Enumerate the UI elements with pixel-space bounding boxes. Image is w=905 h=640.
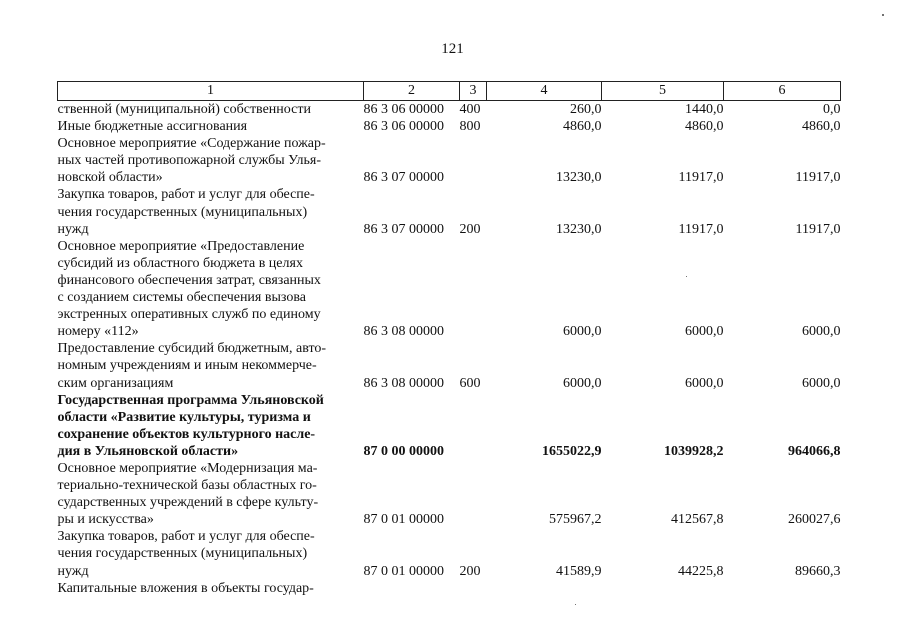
table-header <box>58 82 841 101</box>
row-value-col6: 6000,0 <box>802 375 841 391</box>
row-code: 87 0 01 00000 <box>363 512 444 528</box>
row-code: 86 3 06 00000 <box>363 119 444 135</box>
row-expense-type <box>460 238 487 341</box>
row-name-line: Основное мероприятие «Модернизация ма- <box>57 460 318 476</box>
row-value-col5: 6000,0 <box>685 375 724 391</box>
page-number: 121 <box>441 41 464 57</box>
scan-speck <box>575 604 576 605</box>
row-expense-type <box>460 392 487 460</box>
row-name-line: Государственная программа Ульяновской <box>57 392 324 408</box>
row-expense-type <box>460 460 487 528</box>
row-name-line: сударственных учреждений в сфере культу- <box>57 495 319 511</box>
row-value-col5: 1039928,2 <box>664 443 724 459</box>
row-code: 86 3 08 00000 <box>363 324 444 340</box>
row-expense-type <box>460 135 487 186</box>
row-name-line: ры и искусства» <box>57 512 154 528</box>
row-name-line: нужд <box>57 563 89 579</box>
column-header-6: 6 <box>724 82 841 101</box>
row-name-line: области «Развитие культуры, туризма и <box>57 409 311 425</box>
table-row <box>58 580 841 597</box>
row-expense-type <box>460 580 487 597</box>
row-name-line: ственной (муниципальной) собственности <box>57 102 311 117</box>
table-body <box>58 101 841 597</box>
row-value-col6: 89660,3 <box>795 563 841 579</box>
row-code: 86 3 07 00000 <box>363 221 444 237</box>
column-header-4: 4 <box>487 82 602 101</box>
row-name-line: нужд <box>57 221 89 237</box>
table-row <box>58 186 841 237</box>
row-name <box>58 392 364 460</box>
row-code: 87 0 01 00000 <box>363 563 444 579</box>
row-value-col5: 44225,8 <box>678 563 724 579</box>
row-name <box>58 135 364 186</box>
row-name-line: Иные бюджетные ассигнования <box>57 119 248 135</box>
row-name-line: субсидий из областного бюджета в целях <box>57 255 303 271</box>
row-value-col5: 11917,0 <box>678 170 724 186</box>
row-value-col6: 11917,0 <box>795 170 841 186</box>
row-value-col5: 412567,8 <box>671 512 724 528</box>
row-value-col5: 1440,0 <box>685 102 724 117</box>
row-value-col4: 260,0 <box>570 102 602 117</box>
row-name <box>58 238 364 341</box>
row-code: 86 3 07 00000 <box>363 170 444 186</box>
row-code: 87 0 00 00000 <box>363 443 444 459</box>
row-value-col4: 575967,2 <box>549 512 602 528</box>
row-name <box>58 118 364 135</box>
row-value-col4: 6000,0 <box>563 375 602 391</box>
row-name-line: финансового обеспечения затрат, связанных <box>57 272 321 288</box>
column-header-3: 3 <box>460 82 487 101</box>
row-expense-type: 200 <box>459 563 481 579</box>
row-name-line: экстренных оперативных служб по единому <box>57 307 321 323</box>
row-value-col5: 11917,0 <box>678 221 724 237</box>
row-value-col6: 0,0 <box>823 102 841 117</box>
row-value-col6: 11917,0 <box>795 221 841 237</box>
budget-table <box>57 81 841 597</box>
row-name-line: чения государственных (муниципальных) <box>57 546 308 562</box>
row-value-col5: 6000,0 <box>685 324 724 340</box>
table-row <box>58 118 841 135</box>
row-name-line: Капитальные вложения в объекты государ- <box>57 580 314 596</box>
row-code: 86 3 06 00000 <box>363 102 444 117</box>
row-value-col4: 13230,0 <box>556 170 602 186</box>
row-value-col4: 4860,0 <box>563 119 602 135</box>
row-expense-type: 600 <box>459 375 481 391</box>
row-name <box>58 580 364 597</box>
scan-speck <box>686 276 687 277</box>
row-value-col6: 964066,8 <box>788 443 841 459</box>
row-value-col4 <box>487 580 602 597</box>
row-name <box>58 101 364 119</box>
row-name <box>58 528 364 579</box>
row-code: 86 3 08 00000 <box>363 375 444 391</box>
row-name-line: новской области» <box>57 170 163 186</box>
row-value-col4: 1655022,9 <box>542 443 602 459</box>
table-row <box>58 101 841 119</box>
row-value-col5 <box>602 580 724 597</box>
row-name-line: териально-технической базы областных го- <box>57 478 317 494</box>
column-header-5: 5 <box>602 82 724 101</box>
table-row <box>58 238 841 341</box>
column-header-1: 1 <box>58 82 364 101</box>
table-row <box>58 340 841 391</box>
table-row <box>58 135 841 186</box>
row-value-col6: 4860,0 <box>802 119 841 135</box>
row-expense-type: 800 <box>459 119 481 135</box>
row-value-col6 <box>724 580 841 597</box>
row-name <box>58 460 364 528</box>
row-value-col6: 6000,0 <box>802 324 841 340</box>
row-expense-type: 200 <box>459 221 481 237</box>
row-name-line: номеру «112» <box>57 324 139 340</box>
row-name-line: ных частей противопожарной службы Улья- <box>57 153 321 169</box>
row-name <box>58 186 364 237</box>
row-name-line: дия в Ульяновской области» <box>57 443 239 459</box>
row-name-line: номным учреждениям и иным некоммерче- <box>57 358 317 374</box>
row-name <box>58 340 364 391</box>
table-row <box>58 528 841 579</box>
row-name-line: Основное мероприятие «Предоставление <box>57 238 305 254</box>
row-code <box>364 580 460 597</box>
row-name-line: сохранение объектов культурного насле- <box>57 426 316 442</box>
row-expense-type: 400 <box>459 102 481 117</box>
row-name-line: Закупка товаров, работ и услуг для обеспе- <box>57 187 315 203</box>
row-name-line: с созданием системы обеспечения вызова <box>57 290 306 306</box>
row-value-col4: 6000,0 <box>563 324 602 340</box>
row-value-col4: 41589,9 <box>556 563 602 579</box>
scan-speck <box>882 14 884 16</box>
row-value-col6: 260027,6 <box>788 512 841 528</box>
table-row <box>58 392 841 460</box>
column-header-2: 2 <box>364 82 460 101</box>
row-name-line: Основное мероприятие «Содержание пожар- <box>57 136 326 152</box>
row-name-line: ским организациям <box>57 375 174 391</box>
row-value-col5: 4860,0 <box>685 119 724 135</box>
row-value-col4: 13230,0 <box>556 221 602 237</box>
row-name-line: чения государственных (муниципальных) <box>57 204 308 220</box>
row-name-line: Закупка товаров, работ и услуг для обеспе- <box>57 529 315 545</box>
row-name-line: Предоставление субсидий бюджетным, авто- <box>57 341 327 357</box>
table-row <box>58 460 841 528</box>
